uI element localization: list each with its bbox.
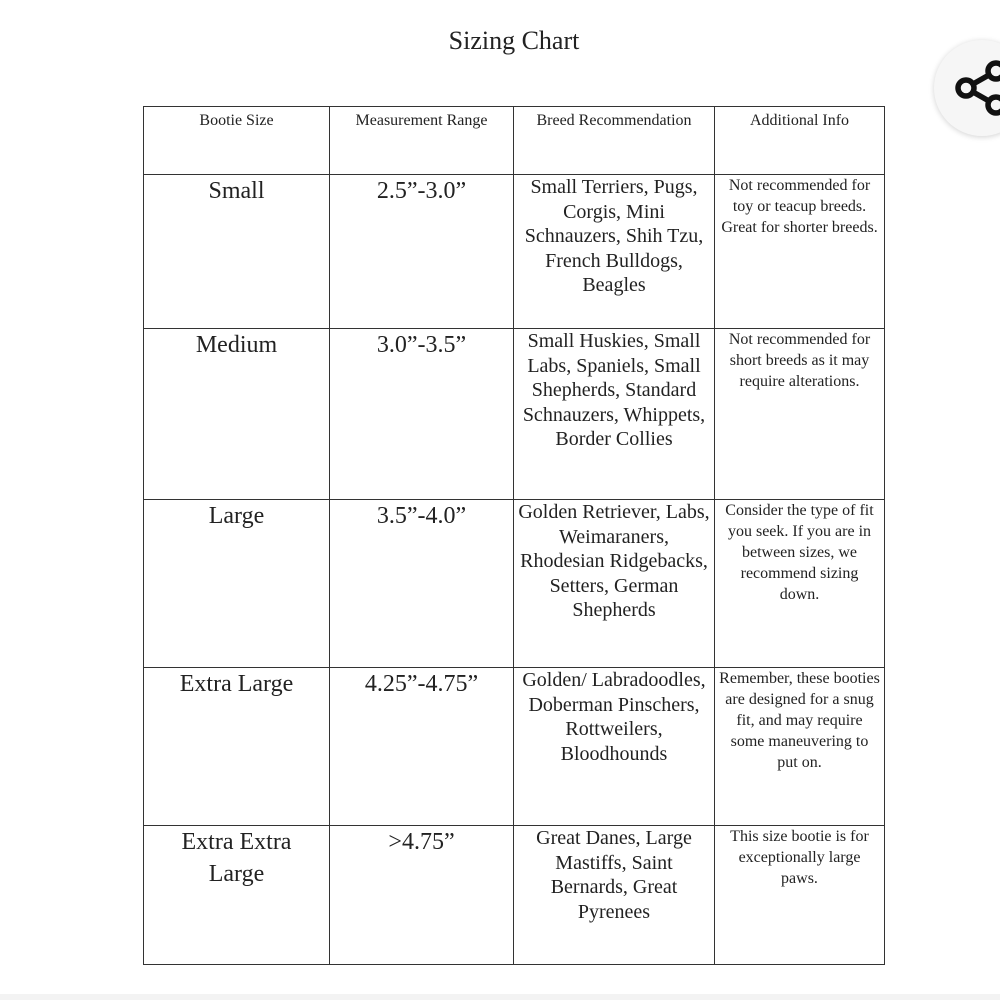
page-title: Sizing Chart — [448, 26, 580, 55]
cell-size: Medium — [144, 329, 330, 500]
cell-range: 2.5”-3.0” — [330, 175, 514, 329]
table-row — [144, 175, 885, 329]
cropped-heading — [0, 0, 1000, 12]
cell-breeds: Small Terriers, Pugs, Corgis, Mini Schnauzers, Shih Tzu, French Bulldogs, Beagles — [514, 175, 715, 329]
header-additional-info: Additional Info — [715, 107, 885, 175]
table-row — [144, 826, 885, 965]
cell-size: Extra Extra Large — [144, 826, 330, 965]
cell-breeds: Small Huskies, Small Labs, Spaniels, Small Shepherds, Standard Schnauzers, Whippets, Border Collies — [514, 329, 715, 500]
bottom-divider — [0, 994, 1000, 1000]
cell-range: >4.75” — [330, 826, 514, 965]
table-header-row — [144, 107, 885, 175]
cell-breeds: Golden Retriever, Labs, Weimaraners, Rhodesian Ridgebacks, Setters, German Shepherds — [514, 500, 715, 668]
cell-breeds: Great Danes, Large Mastiffs, Saint Bernards, Great Pyrenees — [514, 826, 715, 965]
cell-size: Extra Large — [144, 668, 330, 826]
cell-breeds: Golden/ Labradoodles, Doberman Pinschers, Rottweilers, Bloodhounds — [514, 668, 715, 826]
table-row — [144, 668, 885, 826]
table-row — [144, 500, 885, 668]
table-row — [144, 329, 885, 500]
cell-range: 4.25”-4.75” — [330, 668, 514, 826]
cell-info: Not recommended for short breeds as it may require alterations. — [715, 329, 885, 500]
cell-size: Large — [144, 500, 330, 668]
header-measurement-range: Measurement Range — [330, 107, 514, 175]
cell-range: 3.0”-3.5” — [330, 329, 514, 500]
cell-info: Not recommended for toy or teacup breeds. Great for shorter breeds. — [715, 175, 885, 329]
sizing-table — [143, 106, 885, 965]
cell-size: Small — [144, 175, 330, 329]
cell-info: Remember, these booties are designed for a snug fit, and may require some maneuvering to put on. — [715, 668, 885, 826]
cell-range: 3.5”-4.0” — [330, 500, 514, 668]
cell-info: Consider the type of fit you seek. If you are in between sizes, we recommend sizing down. — [715, 500, 885, 668]
header-bootie-size: Bootie Size — [144, 107, 330, 175]
cell-info: This size bootie is for exceptionally large paws. — [715, 826, 885, 965]
share-icon — [952, 58, 1000, 118]
header-breed-recommendation: Breed Recommendation — [514, 107, 715, 175]
